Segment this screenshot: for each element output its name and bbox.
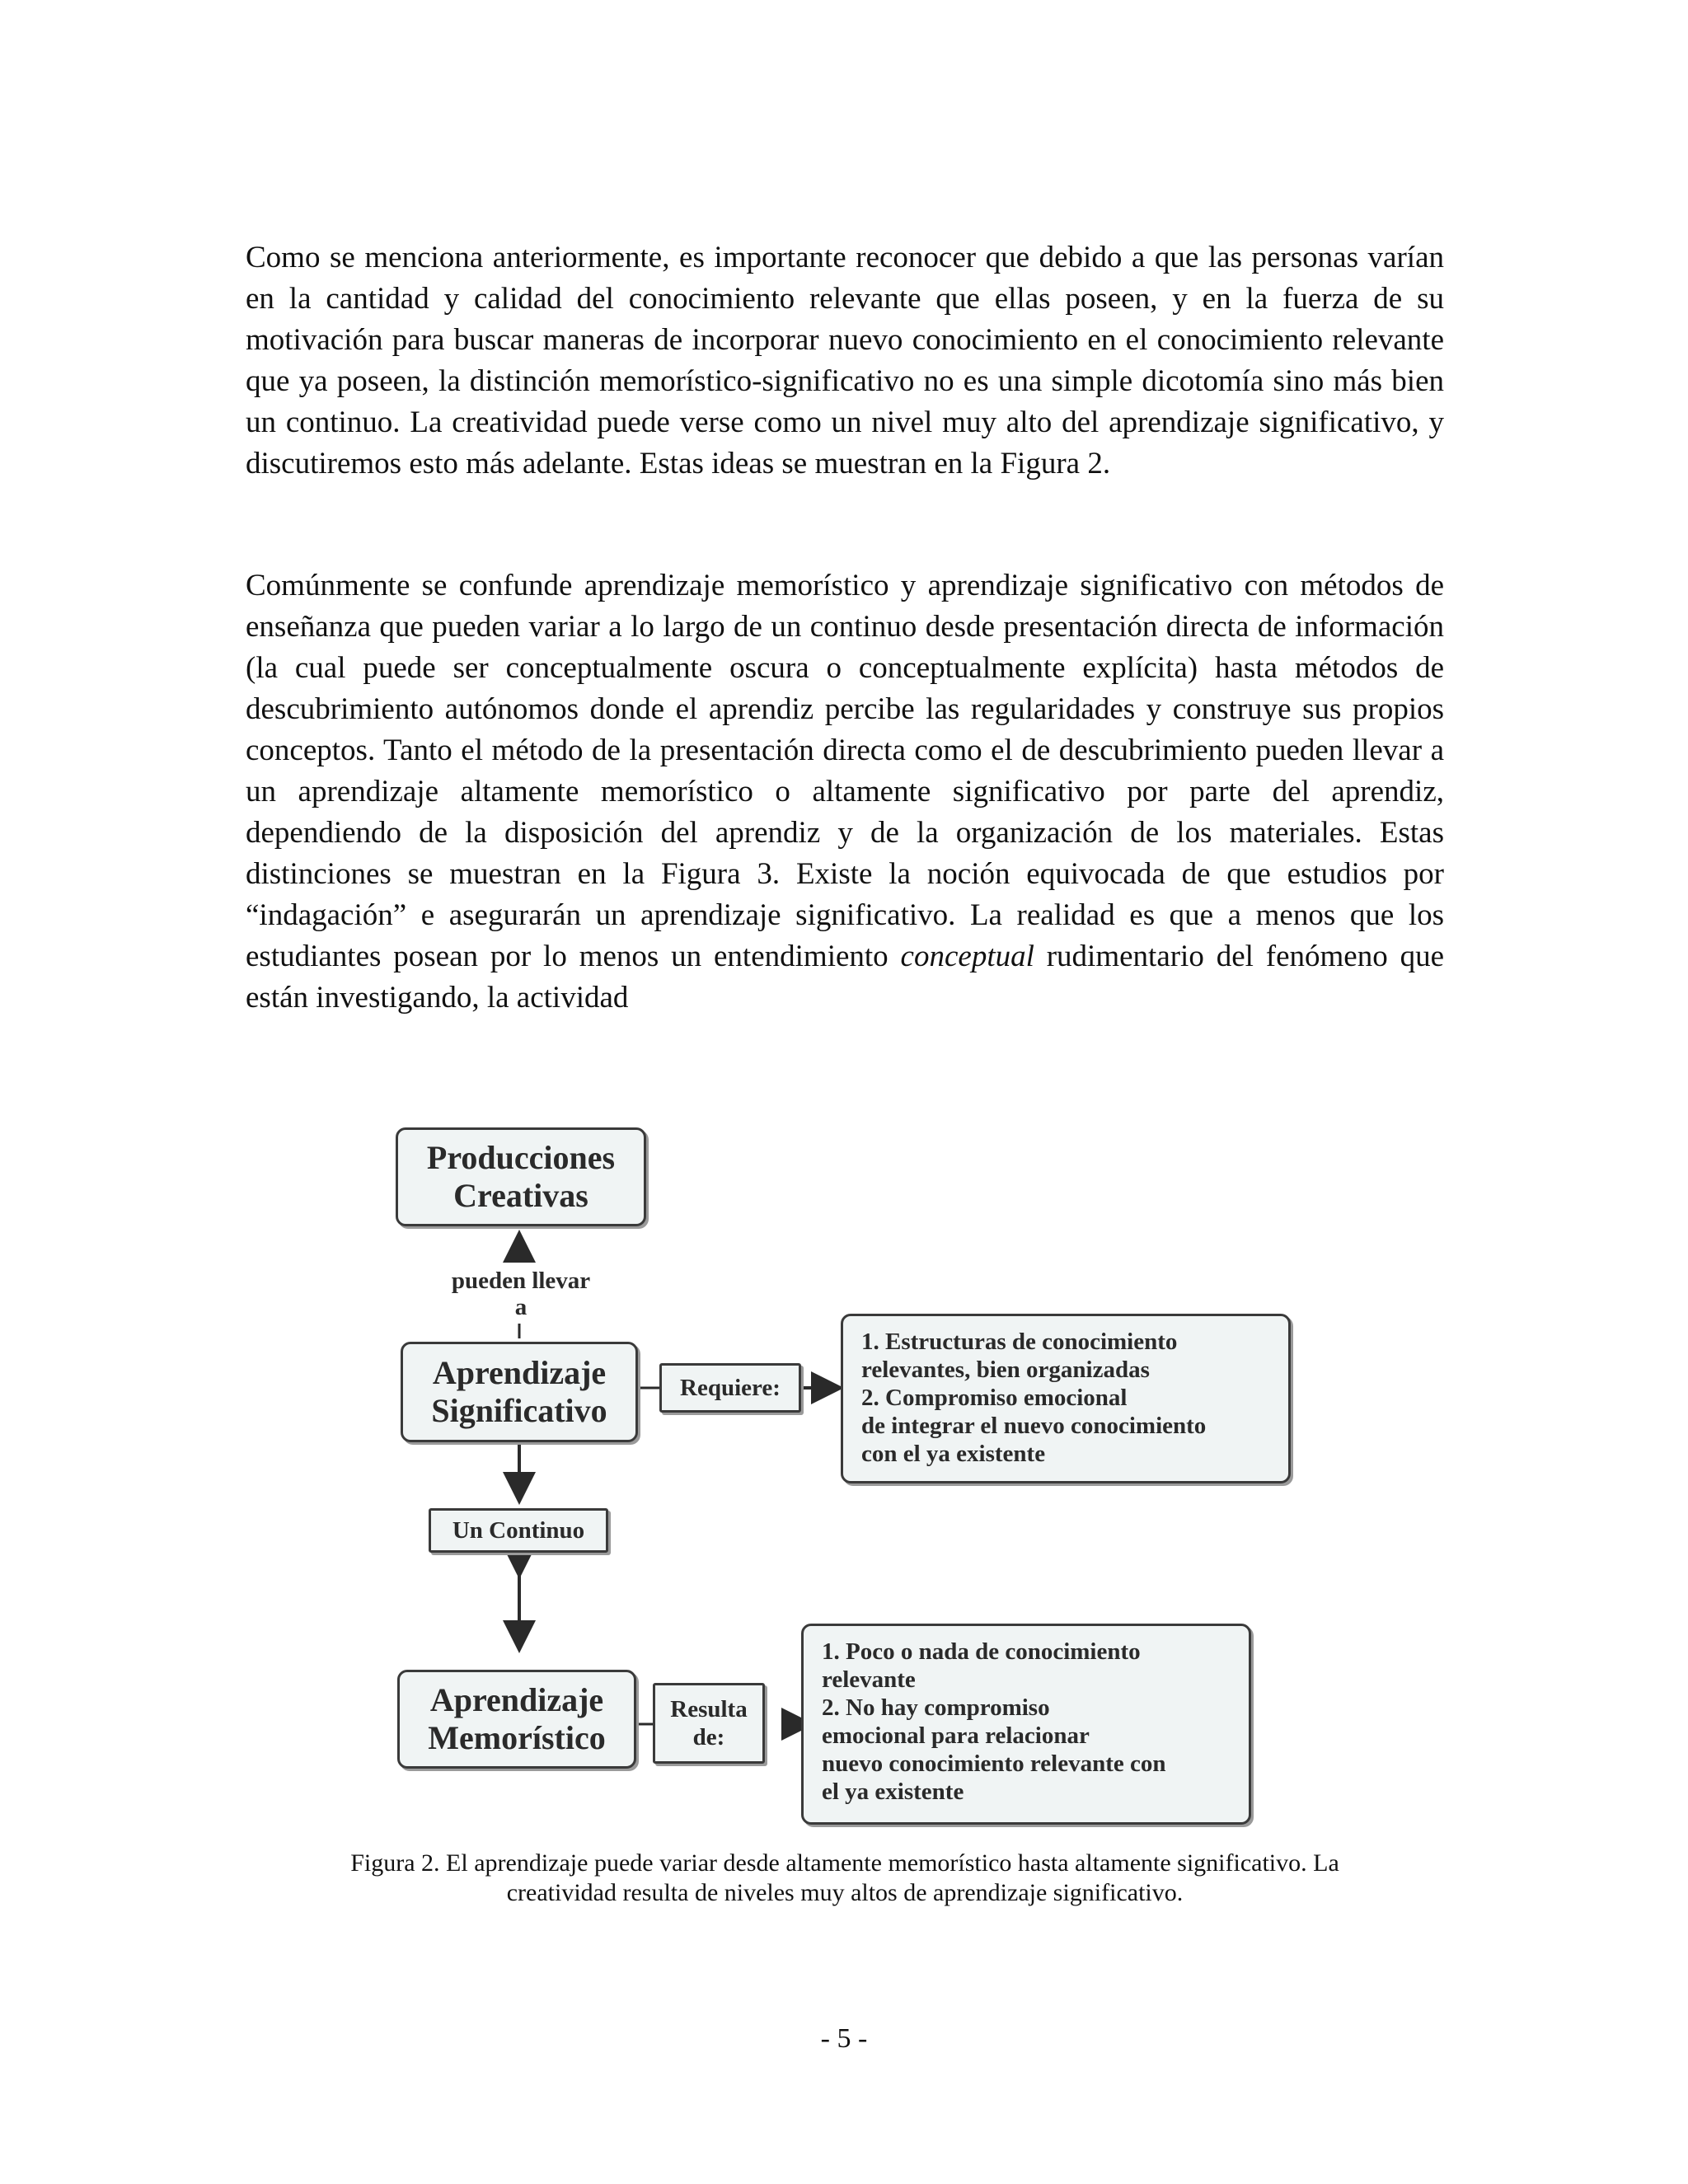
paragraph-2-text: Comúnmente se confunde aprendizaje memorístico y aprendizaje significativo con métodos de enseñanza que pueden variar a lo largo de un continuo desde presentación directa de información (la cual puede ser conceptualmente oscura o conceptualmente explícita) hasta métodos de descubrimiento autónomos donde el aprendiz percibe las regularidades y construye sus propios conceptos. Tanto el método de la presentación directa como el de descubrimiento pueden llevar a un aprendizaje altamente memorístico o altamente significativo por parte del aprendiz, dependiendo de la disposición del aprendiz y de la organización de los materiales. Estas distinciones se muestran en la Figura 3. Existe la noción equivocada de que estudios por “indagación” e asegurarán un aprendizaje significativo. La realidad es que a menos que los estudiantes posean por lo menos un entendimiento xyxy=(246,569,1444,973)
results-item: emocional para relacionar xyxy=(822,1722,1090,1749)
results-item: el ya existente xyxy=(822,1779,964,1805)
results-line-2: de: xyxy=(692,1724,725,1750)
requires-item: con el ya existente xyxy=(861,1441,1046,1467)
continuum-label: Un Continuo xyxy=(452,1517,585,1544)
caption-line-2: creatividad resulta de niveles muy altos de aprendizaje significativo. xyxy=(506,1879,1184,1906)
results-item: 1. Poco o nada de conocimiento xyxy=(822,1638,1141,1665)
requires-label-box xyxy=(659,1363,801,1413)
requires-item: relevantes, bien organizadas xyxy=(861,1357,1150,1383)
can-lead-to-label xyxy=(430,1268,612,1320)
figure-caption xyxy=(247,1849,1442,1908)
creative-line-1: Producciones xyxy=(426,1139,616,1176)
meaningful-line-1: Aprendizaje xyxy=(432,1354,607,1391)
paragraph-2-italic: conceptual xyxy=(900,940,1034,973)
results-list-box xyxy=(801,1624,1251,1825)
results-item: 2. No hay compromiso xyxy=(822,1694,1050,1721)
caption-line-1: Figura 2. El aprendizaje puede variar desde altamente memorístico hasta altamente significativo. La xyxy=(350,1849,1339,1877)
requires-item: 1. Estructuras de conocimiento xyxy=(861,1329,1178,1355)
lead-line-2: a xyxy=(514,1294,528,1320)
page-number: - 5 - xyxy=(820,2023,868,2054)
requires-list-box xyxy=(841,1314,1291,1483)
rote-learning-box xyxy=(397,1670,636,1769)
results-item: relevante xyxy=(822,1666,916,1693)
creative-productions-box xyxy=(396,1127,646,1226)
figure-2-diagram xyxy=(381,1114,1304,1830)
meaningful-line-2: Significativo xyxy=(431,1392,607,1429)
results-item: nuevo conocimiento relevante con xyxy=(822,1750,1166,1777)
requires-item: de integrar el nuevo conocimiento xyxy=(861,1413,1207,1439)
creative-line-2: Creativas xyxy=(453,1177,588,1214)
rote-line-1: Aprendizaje xyxy=(429,1681,604,1718)
meaningful-learning-box xyxy=(401,1342,638,1442)
paragraph-2-text-end: rudimentario del fenómeno que están investigando, la actividad xyxy=(246,940,1444,1015)
results-label-box xyxy=(653,1683,765,1764)
lead-line-1: pueden llevar xyxy=(451,1268,591,1294)
rote-line-2: Memorístico xyxy=(428,1719,606,1756)
results-line-1: Resulta xyxy=(670,1696,748,1722)
requires-label: Requiere: xyxy=(680,1375,781,1401)
continuum-box xyxy=(429,1508,608,1553)
requires-item: 2. Compromiso emocional xyxy=(861,1385,1128,1411)
paragraph-2 xyxy=(246,565,1444,1019)
paragraph-1: Como se menciona anteriormente, es importante reconocer que debido a que las personas varían en la cantidad y calidad del conocimiento relevante que ellas poseen, y en la fuerza de su motivación para buscar maneras de incorporar nuevo conocimiento en el conocimiento relevante que ya poseen, la distinción memorístico-significativo no es una simple dicotomía sino más bien un continuo. La creatividad puede verse como un nivel muy alto del aprendizaje significativo, y discutiremos esto más adelante. Estas ideas se muestran en la Figura 2. xyxy=(246,241,1444,480)
